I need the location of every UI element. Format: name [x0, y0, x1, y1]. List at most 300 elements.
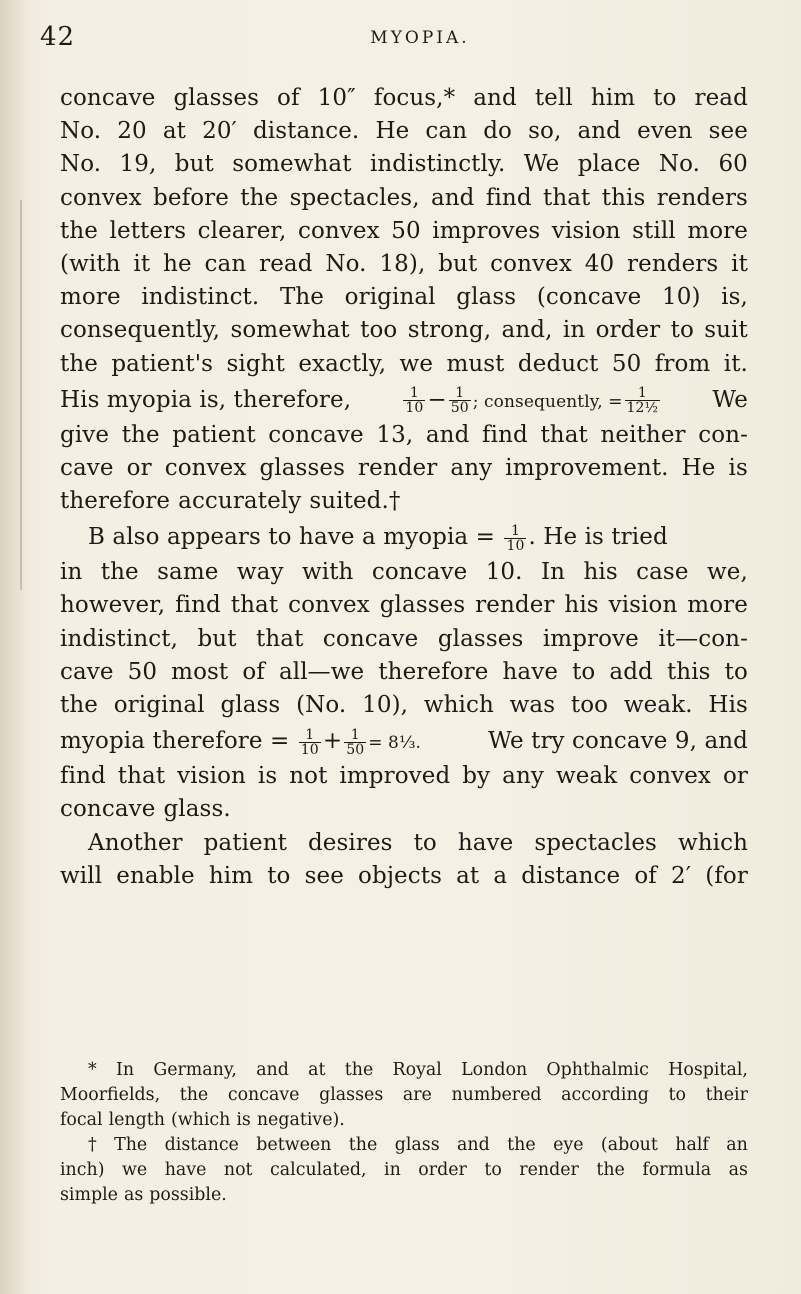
word: find	[60, 763, 106, 790]
word: glasses	[259, 454, 345, 481]
footnotes	[60, 1058, 748, 1208]
plus-sign: +	[322, 728, 343, 755]
fraction-numerator: 1	[625, 386, 661, 401]
word: case	[636, 559, 689, 586]
text-line	[60, 248, 748, 281]
fraction-denominator: 10	[300, 741, 319, 758]
text-line	[60, 82, 748, 115]
word: His	[708, 692, 748, 718]
word: cave	[60, 454, 114, 481]
text-line	[60, 148, 748, 181]
fraction-numerator: 1	[403, 386, 425, 401]
word: an	[726, 1135, 748, 1155]
text-line	[60, 656, 748, 689]
text-line	[60, 182, 748, 215]
word: the	[344, 1060, 374, 1080]
word: Hospital,	[668, 1060, 748, 1080]
footnote-line	[60, 1133, 748, 1158]
word: (No.	[296, 692, 347, 718]
footnote-line	[60, 1183, 748, 1208]
word: 10)	[661, 284, 701, 311]
word: is	[728, 454, 748, 481]
word: it—con-	[658, 625, 748, 652]
word: suit	[704, 317, 748, 344]
text-line-b-myopia	[60, 518, 748, 556]
word: Another	[88, 829, 183, 856]
word: 50	[611, 350, 642, 377]
word: their	[705, 1085, 748, 1105]
text-line	[60, 419, 748, 452]
word: 18),	[379, 250, 426, 277]
word: have	[164, 1160, 207, 1180]
word: way	[236, 559, 284, 586]
word: too	[360, 317, 398, 344]
word: still	[632, 217, 676, 244]
word: the	[596, 1160, 625, 1180]
word: and	[425, 421, 470, 448]
word: weak.	[623, 692, 693, 718]
word: (concave	[536, 284, 642, 311]
word: his	[583, 559, 618, 586]
word: †	[88, 1135, 97, 1155]
fraction-denominator: 50	[346, 741, 365, 758]
word: objects	[358, 862, 442, 889]
word: patient	[203, 829, 288, 856]
word: more	[60, 284, 121, 311]
word: are	[402, 1085, 432, 1105]
text-line	[60, 115, 748, 148]
fraction	[504, 524, 526, 553]
word: 50	[391, 217, 421, 244]
word: 10″	[317, 85, 356, 111]
word: find	[175, 592, 221, 619]
word: distance.	[252, 118, 360, 145]
footnote-line	[60, 1083, 748, 1108]
word: patient's	[111, 350, 214, 377]
word: to	[724, 658, 748, 685]
minus-sign: −	[427, 386, 447, 413]
word: the	[60, 217, 98, 244]
word: somewhat	[230, 317, 350, 344]
text-line	[60, 689, 748, 722]
word: In	[540, 559, 566, 586]
word: will	[60, 862, 103, 889]
gutter-shadow	[0, 0, 28, 1294]
word: but	[174, 151, 214, 178]
word: we	[122, 1160, 148, 1180]
word: original	[344, 284, 436, 311]
word: the	[60, 350, 98, 377]
word: concave	[322, 625, 419, 652]
margin-pencil-mark	[20, 200, 22, 590]
word: to	[413, 829, 437, 856]
word: No.	[60, 118, 102, 145]
word: deduct	[517, 350, 599, 377]
page-number: 42	[40, 22, 76, 52]
word: order	[595, 317, 661, 344]
word: clearer,	[197, 217, 287, 244]
word: glass	[220, 692, 281, 718]
text-span: . He is tried	[528, 524, 668, 551]
fraction-numerator: 1	[449, 386, 471, 401]
word: the	[179, 1085, 209, 1105]
word: too	[570, 692, 609, 718]
word: to	[484, 1160, 502, 1180]
footnote-line	[60, 1058, 748, 1083]
word: as	[728, 1160, 748, 1180]
word: have	[502, 658, 559, 685]
fraction-denominator: 10	[506, 537, 525, 554]
word: 50	[127, 658, 158, 685]
text-line	[60, 215, 748, 248]
word: which	[677, 829, 748, 856]
word: of	[277, 85, 300, 111]
word: do	[483, 118, 512, 145]
word: patient	[172, 421, 256, 448]
word: improves	[432, 217, 541, 244]
word: convex	[490, 250, 572, 277]
word: Moorfields,	[60, 1085, 161, 1105]
word: but	[438, 250, 478, 277]
word: renders	[656, 184, 748, 211]
word: give	[60, 421, 110, 448]
word: him	[208, 862, 254, 889]
word: it	[133, 250, 151, 277]
text-line	[60, 485, 748, 518]
word: improve	[542, 625, 639, 652]
word: must	[446, 350, 505, 377]
word: 40	[584, 250, 615, 277]
text-line	[60, 760, 748, 793]
word: concave	[371, 559, 468, 586]
word: it.	[723, 350, 748, 377]
word: focal	[60, 1110, 103, 1130]
word: 19,	[119, 151, 157, 178]
word: that	[256, 625, 304, 652]
word: distance	[521, 862, 621, 889]
word: convex	[297, 217, 380, 244]
fraction-numerator: 1	[344, 728, 366, 743]
fraction-denominator: 10	[405, 400, 424, 417]
fraction	[299, 728, 321, 757]
word: have	[457, 829, 514, 856]
word: and	[457, 1135, 490, 1155]
word: the	[348, 1135, 378, 1155]
word: convex	[60, 184, 142, 211]
word: No.	[658, 151, 701, 178]
word: it	[731, 250, 748, 277]
word: 2′	[671, 862, 692, 889]
text-span: myopia therefore =	[60, 728, 290, 755]
fraction	[625, 386, 661, 415]
word: original	[113, 692, 205, 718]
word: in	[60, 559, 83, 586]
word: and	[256, 1060, 289, 1080]
word: not	[289, 763, 328, 790]
word: indistinctly.	[369, 151, 506, 178]
word: con-	[698, 421, 748, 448]
word: the	[507, 1135, 536, 1155]
word: 13,	[376, 421, 414, 448]
text-line	[60, 281, 748, 314]
text-line-myopia-sum	[60, 722, 748, 760]
text-span: = 8⅓.	[368, 733, 422, 754]
word: vision	[608, 592, 678, 619]
word: the	[240, 184, 279, 211]
word: tell	[534, 85, 573, 111]
word: so,	[528, 118, 562, 145]
fraction	[344, 728, 366, 757]
word: In	[115, 1060, 135, 1080]
word: even	[637, 118, 693, 145]
word: to	[670, 317, 694, 344]
word: is	[257, 763, 278, 790]
word: his	[564, 592, 599, 619]
word: see	[304, 862, 344, 889]
text-line	[60, 589, 748, 622]
word: to	[267, 862, 291, 889]
word: London	[461, 1060, 528, 1080]
word: vision	[551, 217, 621, 244]
word: add	[609, 658, 653, 685]
text-line-myopia-formula	[60, 381, 748, 419]
word: convex	[164, 454, 247, 481]
word: between	[256, 1135, 332, 1155]
word: length	[108, 1110, 165, 1130]
word: the	[121, 421, 160, 448]
word: No.	[325, 250, 367, 277]
word: improved	[339, 763, 451, 790]
word: that	[542, 184, 591, 211]
word: Ophthalmic	[546, 1060, 649, 1080]
footnote-line	[60, 1108, 748, 1133]
word: find	[485, 184, 532, 211]
word: weak	[555, 763, 618, 790]
footnote-line	[60, 1158, 748, 1183]
word: concave	[60, 796, 156, 823]
word: calculated,	[270, 1160, 367, 1180]
text-line	[60, 827, 748, 860]
word: numbered	[451, 1085, 542, 1105]
math-expression	[60, 722, 421, 760]
word: is	[236, 1110, 251, 1130]
word: improvement.	[505, 454, 669, 481]
word: and,	[501, 317, 553, 344]
word: formula	[642, 1160, 712, 1180]
word: cave	[60, 658, 114, 685]
word: possible.	[149, 1185, 227, 1205]
word: render	[358, 454, 438, 481]
word: him	[590, 85, 636, 111]
word: more	[687, 217, 748, 244]
word: glass.	[163, 796, 231, 823]
word: glass	[394, 1135, 440, 1155]
word: (which	[170, 1110, 231, 1130]
word: from	[654, 350, 711, 377]
word: 60	[718, 151, 748, 178]
word: renders	[627, 250, 719, 277]
text-line	[60, 623, 748, 656]
word: render	[519, 1160, 579, 1180]
word: this	[666, 658, 711, 685]
word: we,	[706, 559, 748, 586]
word: order	[418, 1160, 467, 1180]
word: 10.	[485, 559, 523, 586]
running-head: MYOPIA.	[370, 28, 470, 48]
body-text	[60, 82, 748, 893]
word: glass	[456, 284, 517, 311]
word: (about	[600, 1135, 658, 1155]
word: same	[157, 559, 219, 586]
text-line	[60, 314, 748, 347]
word: therefore	[60, 488, 171, 515]
word: The	[114, 1135, 148, 1155]
word: but	[197, 625, 237, 652]
word: to	[668, 1085, 686, 1105]
word: at	[456, 862, 480, 889]
word: spectacles,	[289, 184, 420, 211]
word: can	[425, 118, 468, 145]
fraction	[449, 386, 471, 415]
word: by	[462, 763, 491, 790]
word: spectacles	[534, 829, 657, 856]
word: that	[540, 421, 588, 448]
word: He	[375, 118, 410, 145]
word: letters	[109, 217, 187, 244]
word: he	[163, 250, 192, 277]
word: which	[423, 692, 494, 718]
word: strong,	[407, 317, 492, 344]
text-line	[60, 556, 748, 589]
word: Germany,	[153, 1060, 237, 1080]
word: desires	[307, 829, 393, 856]
word: 20	[117, 118, 147, 145]
text-line	[60, 348, 748, 381]
word: exactly,	[298, 350, 387, 377]
word: negative).	[256, 1110, 345, 1130]
word: most	[171, 658, 229, 685]
word: can	[204, 250, 247, 277]
word: concave	[268, 421, 364, 448]
word: to	[653, 85, 677, 111]
word: as	[123, 1185, 144, 1205]
text-line	[60, 860, 748, 893]
word: this	[601, 184, 646, 211]
word: place	[577, 151, 641, 178]
text-line	[60, 452, 748, 485]
word: (with	[60, 250, 121, 277]
word: indistinct.	[141, 284, 260, 311]
text-span: We try concave 9, and	[488, 728, 748, 755]
word: The	[279, 284, 325, 311]
word: to	[572, 658, 596, 685]
fraction	[403, 386, 425, 415]
word: any	[502, 763, 544, 790]
word: render	[475, 592, 555, 619]
text-span: His myopia is, therefore,	[60, 386, 352, 413]
word: therefore	[378, 658, 489, 685]
word: read	[694, 85, 748, 111]
word: and	[577, 118, 622, 145]
word: enable	[116, 862, 195, 889]
word: somewhat	[232, 151, 352, 178]
word: that	[117, 763, 166, 790]
word: *	[88, 1060, 97, 1080]
word: in	[384, 1160, 401, 1180]
word: accurately	[178, 488, 302, 515]
text-span: B also appears to have a myopia =	[88, 524, 496, 551]
word: in	[562, 317, 586, 344]
word: any	[450, 454, 493, 481]
word: Royal	[392, 1060, 442, 1080]
word: all—we	[278, 658, 365, 685]
word: suited.†	[309, 488, 401, 515]
word: concave	[227, 1085, 300, 1105]
word: of	[634, 862, 657, 889]
word: with	[301, 559, 354, 586]
word: before	[153, 184, 229, 211]
word: at	[162, 118, 186, 145]
word: 10),	[362, 692, 409, 718]
word: inch)	[60, 1160, 105, 1180]
word: distance	[164, 1135, 239, 1155]
math-expression	[401, 381, 662, 419]
word: glasses	[379, 592, 466, 619]
word: find	[482, 421, 528, 448]
word: 20′	[202, 118, 237, 145]
word: and	[430, 184, 475, 211]
word: glasses	[437, 625, 524, 652]
word: He	[681, 454, 716, 481]
word: and	[473, 85, 517, 111]
word: convex	[288, 592, 370, 619]
word: was	[509, 692, 556, 718]
text-line	[60, 793, 748, 826]
word: more	[687, 592, 748, 619]
word: (for	[705, 862, 748, 889]
word: we	[399, 350, 434, 377]
word: the	[60, 692, 98, 718]
word: at	[308, 1060, 326, 1080]
fraction-denominator: 12½	[626, 400, 659, 417]
word: not	[223, 1160, 253, 1180]
word: read	[259, 250, 313, 277]
fraction-denominator: 50	[450, 400, 469, 417]
word: consequently,	[60, 317, 221, 344]
word: a	[493, 862, 508, 889]
text-span: ; consequently, =	[472, 391, 623, 412]
word: the	[100, 559, 139, 586]
word: or	[722, 763, 748, 790]
word: according	[561, 1085, 649, 1105]
word: half	[675, 1135, 709, 1155]
word: is,	[721, 284, 748, 311]
word: concave	[60, 85, 156, 111]
word: indistinct,	[60, 625, 178, 652]
word: glasses	[319, 1085, 384, 1105]
word: however,	[60, 592, 166, 619]
word: simple	[60, 1185, 118, 1205]
word: convex	[629, 763, 711, 790]
word: focus,*	[373, 85, 456, 111]
word: vision	[177, 763, 246, 790]
word: see	[708, 118, 748, 145]
fraction-numerator: 1	[504, 524, 526, 539]
word: or	[126, 454, 152, 481]
word: sight	[226, 350, 285, 377]
word: neither	[600, 421, 686, 448]
word: We	[523, 151, 560, 178]
